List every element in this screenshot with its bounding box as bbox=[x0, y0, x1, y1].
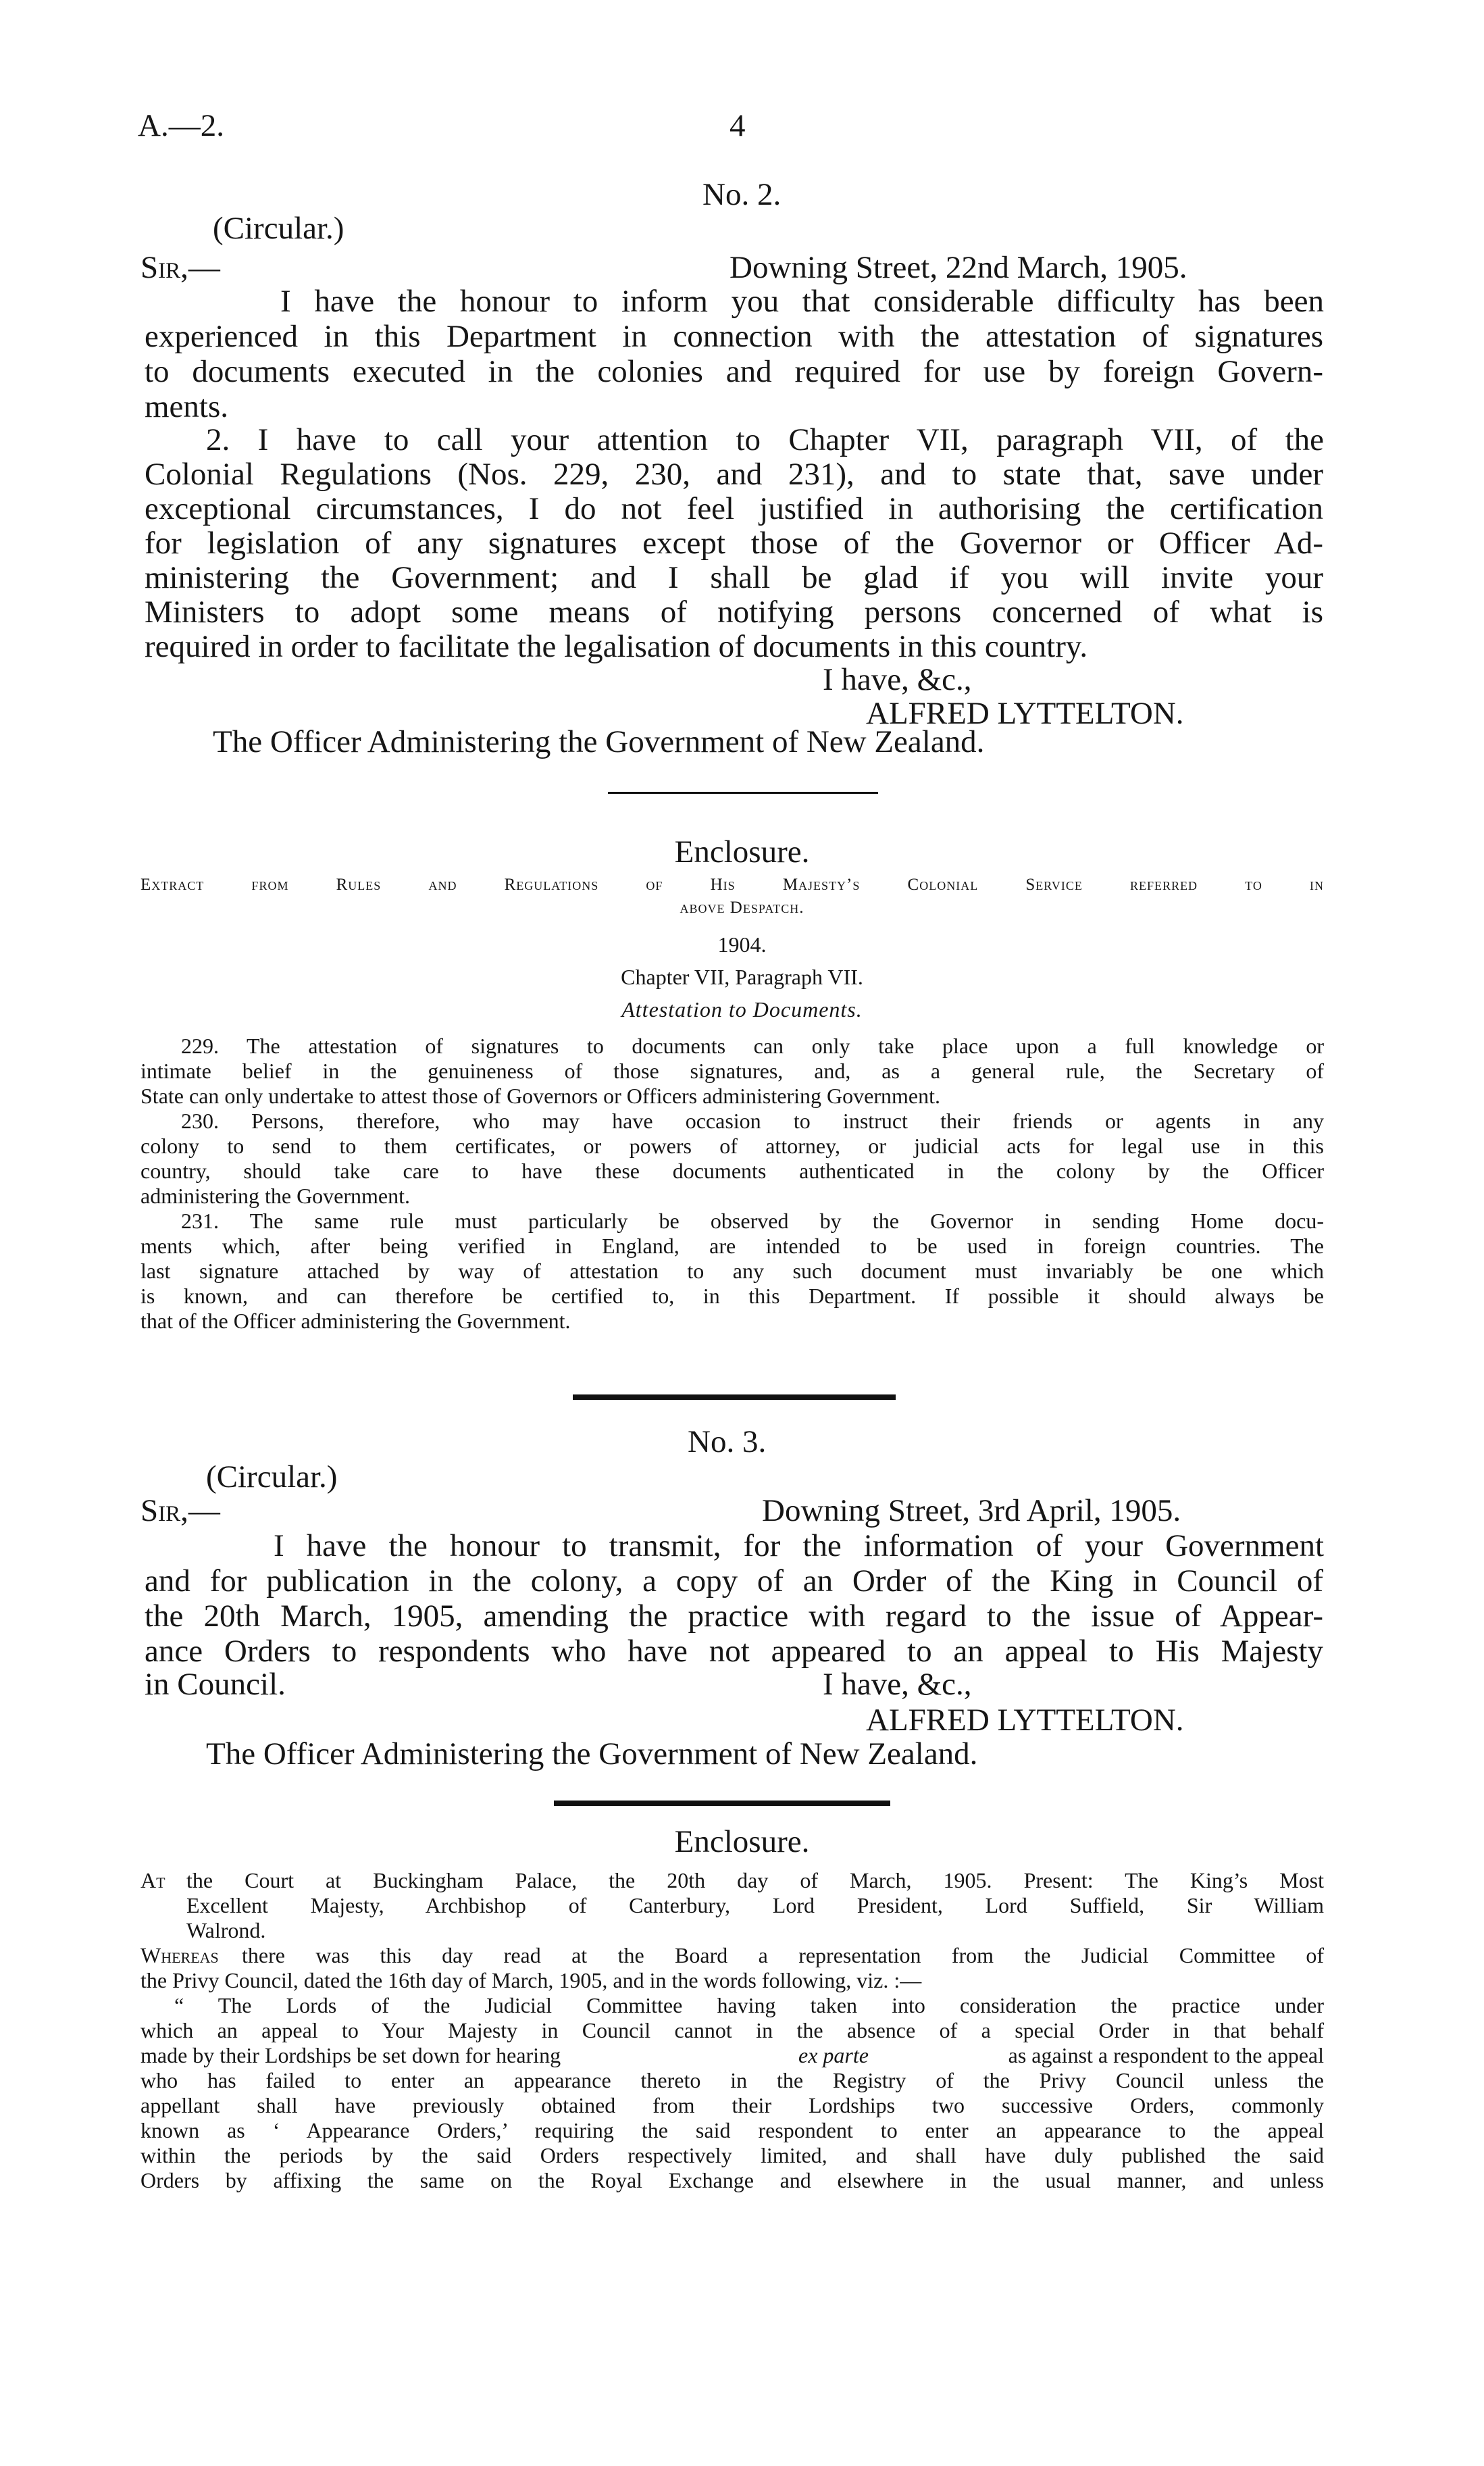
circular-label: (Circular.) bbox=[213, 211, 344, 246]
section-divider bbox=[608, 792, 878, 794]
order-line: Orders by affixing the same on the Royal Exchange and elsewhere in the usual manner, and unless bbox=[140, 2168, 1324, 2192]
section-divider-heavy bbox=[573, 1394, 896, 1400]
body-line: I have the honour to inform you that considerable difficulty has been bbox=[280, 284, 1324, 319]
addressee: The Officer Administering the Government of New Zealand. bbox=[206, 1736, 978, 1771]
body-line: required in order to facilitate the legalisation of documents in this country. bbox=[145, 629, 1088, 664]
order-line: who has failed to enter an appearance thereto in the Registry of the Privy Council unless the bbox=[140, 2068, 1324, 2092]
regulation-line: is known, and can therefore be certified to, in this Department. If possible it should always be bbox=[140, 1284, 1324, 1308]
despatch-number: No. 2. bbox=[702, 177, 782, 212]
order-line: the Privy Council, dated the 16th day of March, 1905, and in the words following, viz. :— bbox=[140, 1968, 922, 1992]
regulation-line: country, should take care to have these documents authenticated in the colony by the Officer bbox=[140, 1159, 1324, 1183]
body-line: 2. I have to call your attention to Chapter VII, paragraph VII, of the bbox=[206, 422, 1324, 457]
closing: I have, &c., bbox=[823, 1667, 972, 1702]
order-line-part: made by their Lordships be set down for hearing bbox=[140, 2043, 561, 2067]
regulation-line: State can only undertake to attest those of Governors or Officers administering Government. bbox=[140, 1084, 940, 1108]
enclosure-heading: Enclosure. bbox=[674, 834, 810, 870]
body-line: Ministers to adopt some means of notifying persons concerned of what is bbox=[145, 595, 1323, 630]
whereas-lead: Whereas bbox=[140, 1943, 219, 1967]
regulation-line: 229. The attestation of signatures to documents can only take place upon a full knowledge or bbox=[181, 1034, 1324, 1058]
body-line: and for publication in the colony, a copy of an Order of the King in Council of bbox=[145, 1563, 1323, 1599]
body-line: Colonial Regulations (Nos. 229, 230, and 231), and to state that, save under bbox=[145, 457, 1323, 492]
body-line: I have the honour to transmit, for the information of your Government bbox=[274, 1528, 1324, 1563]
order-line: Excellent Majesty, Archbishop of Canterbury, Lord President, Lord Suffield, Sir William bbox=[186, 1893, 1324, 1917]
order-line-part: as against a respondent to the appeal bbox=[1008, 2043, 1324, 2067]
extract-title: Extract from Rules and Regulations of His Majesty’s Colonial Service referred to in bbox=[140, 876, 1324, 894]
circular-label: (Circular.) bbox=[206, 1459, 338, 1494]
page-number: 4 bbox=[730, 108, 746, 143]
order-line: there was this day read at the Board a representation from the Judicial Committee of bbox=[242, 1943, 1324, 1967]
regulation-line: colony to send to them certificates, or powers of attorney, or judicial acts for legal use in this bbox=[140, 1134, 1324, 1158]
body-line: ments. bbox=[145, 389, 229, 424]
body-line: the 20th March, 1905, amending the practice with regard to the issue of Appear- bbox=[145, 1599, 1323, 1634]
signature: ALFRED LYTTELTON. bbox=[866, 1703, 1184, 1738]
regulation-line: ments which, after being verified in England, are intended to be used in foreign countries. The bbox=[140, 1234, 1324, 1258]
regulation-line: 231. The same rule must particularly be observed by the Governor in sending Home docu- bbox=[181, 1209, 1324, 1233]
signature: ALFRED LYTTELTON. bbox=[866, 696, 1184, 731]
body-line: in Council. bbox=[145, 1667, 286, 1702]
place-date: Downing Street, 3rd April, 1905. bbox=[762, 1493, 1181, 1528]
chapter: Chapter VII, Paragraph VII. bbox=[621, 965, 863, 989]
regulation-line: 230. Persons, therefore, who may have occasion to instruct their friends or agents in any bbox=[181, 1109, 1324, 1133]
order-line: Walrond. bbox=[186, 1918, 266, 1942]
section-divider-heavy bbox=[554, 1801, 890, 1806]
regulation-line: intimate belief in the genuineness of those signatures, and, as a general rule, the Secretary of bbox=[140, 1059, 1324, 1083]
year: 1904. bbox=[717, 932, 767, 957]
regulation-line: that of the Officer administering the Government. bbox=[140, 1309, 571, 1333]
order-line: “ The Lords of the Judicial Committee having taken into consideration the practice under bbox=[174, 1993, 1324, 2017]
body-line: to documents executed in the colonies and required for use by foreign Govern- bbox=[145, 354, 1323, 389]
body-line: ministering the Government; and I shall be glad if you will invite your bbox=[145, 560, 1323, 595]
salutation: Sir,— bbox=[140, 1493, 220, 1528]
subheading: Attestation to Documents. bbox=[621, 997, 863, 1022]
despatch-number: No. 3. bbox=[688, 1424, 767, 1459]
extract-title-cont: above Despatch. bbox=[680, 899, 804, 917]
at-lead: At bbox=[140, 1868, 165, 1892]
regulation-line: administering the Government. bbox=[140, 1184, 411, 1208]
place-date: Downing Street, 22nd March, 1905. bbox=[730, 250, 1187, 285]
enclosure-heading: Enclosure. bbox=[674, 1824, 810, 1859]
ex-parte: ex parte bbox=[798, 2043, 869, 2067]
body-line: experienced in this Department in connection with the attestation of signatures bbox=[145, 319, 1323, 354]
order-line: appellant shall have previously obtained from their Lordships two successive Orders, commonly bbox=[140, 2093, 1324, 2117]
order-line: within the periods by the said Orders respectively limited, and shall have duly published the said bbox=[140, 2143, 1324, 2167]
page-reference: A.—2. bbox=[138, 108, 224, 143]
order-line: which an appeal to Your Majesty in Council cannot in the absence of a special Order in that behalf bbox=[140, 2018, 1324, 2042]
body-line: for legislation of any signatures except those of the Governor or Officer Ad- bbox=[145, 526, 1323, 561]
body-line: exceptional circumstances, I do not feel justified in authorising the certification bbox=[145, 491, 1323, 526]
closing: I have, &c., bbox=[823, 662, 972, 697]
regulation-line: last signature attached by way of attestation to any such document must invariably be one which bbox=[140, 1259, 1324, 1283]
order-line: the Court at Buckingham Palace, the 20th day of March, 1905. Present: The King’s Most bbox=[186, 1868, 1324, 1892]
salutation: Sir,— bbox=[140, 250, 220, 285]
addressee: The Officer Administering the Government of New Zealand. bbox=[213, 724, 985, 759]
order-line: known as ‘ Appearance Orders,’ requiring the said respondent to enter an appearance to the appeal bbox=[140, 2118, 1324, 2142]
body-line: ance Orders to respondents who have not appeared to an appeal to His Majesty bbox=[145, 1634, 1323, 1669]
